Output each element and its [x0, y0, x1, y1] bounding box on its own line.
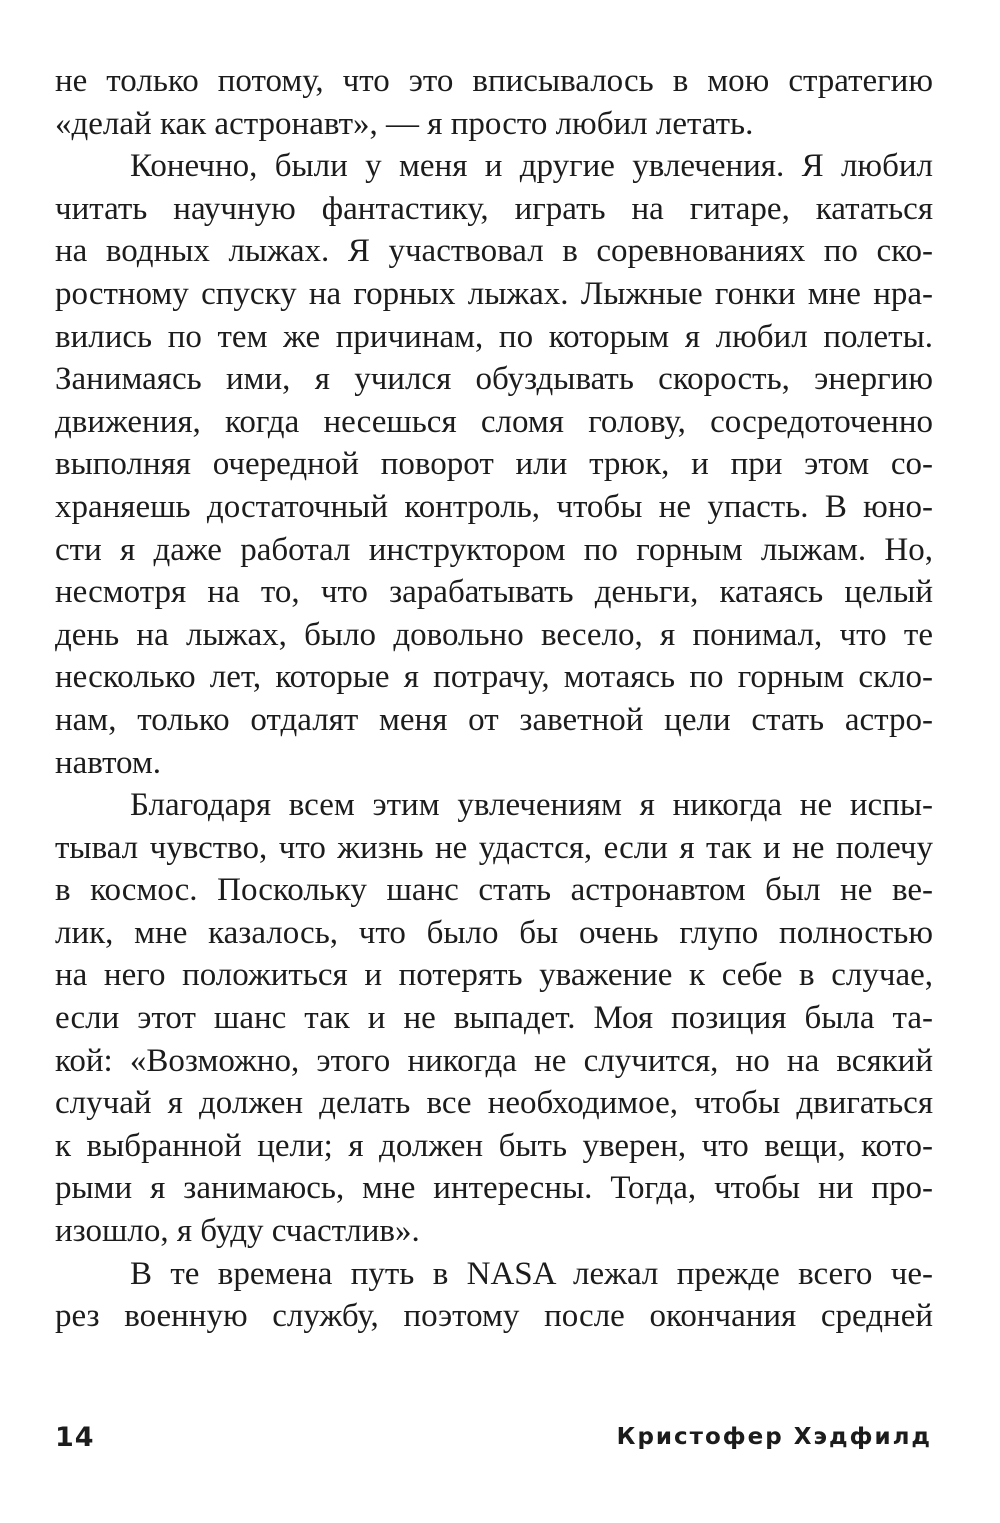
text-line: кой: «Возможно, этого никогда не случится, но на всякий: [55, 1042, 933, 1079]
text-line: не только потому, что это вписывалось в мою стратегию: [55, 63, 933, 99]
text-line: тывал чувство, что жизнь не удастся, если я так и не полечу: [55, 829, 933, 866]
text-line: выполняя очередной поворот или трюк, и при этом со-: [55, 446, 933, 483]
text-line: если этот шанс так и не выпадет. Моя позиция была та-: [55, 1000, 933, 1037]
text-line: к выбранной цели; я должен быть уверен, что вещи, кото-: [55, 1127, 933, 1164]
text-line: день на лыжах, было довольно весело, я понимал, что те: [55, 616, 933, 653]
text-line: на водных лыжах. Я участвовал в соревнованиях по ско-: [55, 233, 933, 270]
text-line: ростному спуску на горных лыжах. Лыжные гонки мне нра-: [55, 275, 933, 312]
text-line: В те времена путь в NASA лежал прежде всего че-: [130, 1255, 933, 1292]
text-line: лик, мне казалось, что было бы очень глупо полностью: [55, 914, 933, 951]
text-line: храняешь достаточный контроль, чтобы не упасть. В юно-: [55, 488, 933, 525]
text-line: случай я должен делать все необходимое, чтобы двигаться: [55, 1085, 933, 1122]
text-line: рез военную службу, поэтому после окончания средней: [55, 1298, 933, 1335]
text-line: движения, когда несешься сломя голову, сосредоточенно: [55, 403, 933, 440]
text-line: рыми я занимаюсь, мне интересны. Тогда, чтобы ни про-: [55, 1170, 933, 1207]
text-line: читать научную фантастику, играть на гитаре, кататься: [55, 190, 933, 227]
text-line: «делай как астронавт», — я просто любил летать.: [55, 105, 754, 142]
text-line: Конечно, были у меня и другие увлечения. Я любил: [130, 148, 933, 185]
page-body-text: [55, 60, 933, 1338]
text-line: навтом.: [55, 744, 162, 781]
page-number: 14: [55, 1422, 95, 1453]
text-line: Занимаясь ими, я учился обуздывать скорость, энергию: [55, 361, 933, 398]
text-line: несмотря на то, что зарабатывать деньги, катаясь целый: [55, 574, 933, 611]
text-line: нам, только отдалят меня от заветной цели стать астро-: [55, 701, 933, 738]
text-line: изошло, я буду счастлив».: [55, 1213, 420, 1250]
text-line: Благодаря всем этим увлечениям я никогда не испы-: [130, 787, 933, 824]
text-line: сти я даже работал инструктором по горным лыжам. Но,: [55, 531, 933, 568]
text-line: несколько лет, которые я потрачу, мотаясь по горным скло-: [55, 659, 933, 696]
text-line: в космос. Поскольку шанс стать астронавтом был не ве-: [55, 872, 933, 909]
text-line: на него положиться и потерять уважение к себе в случае,: [55, 957, 933, 994]
text-line: вились по тем же причинам, по которым я любил полеты.: [55, 318, 933, 355]
running-footer-author: Кристофер Хэдфилд: [616, 1424, 932, 1450]
